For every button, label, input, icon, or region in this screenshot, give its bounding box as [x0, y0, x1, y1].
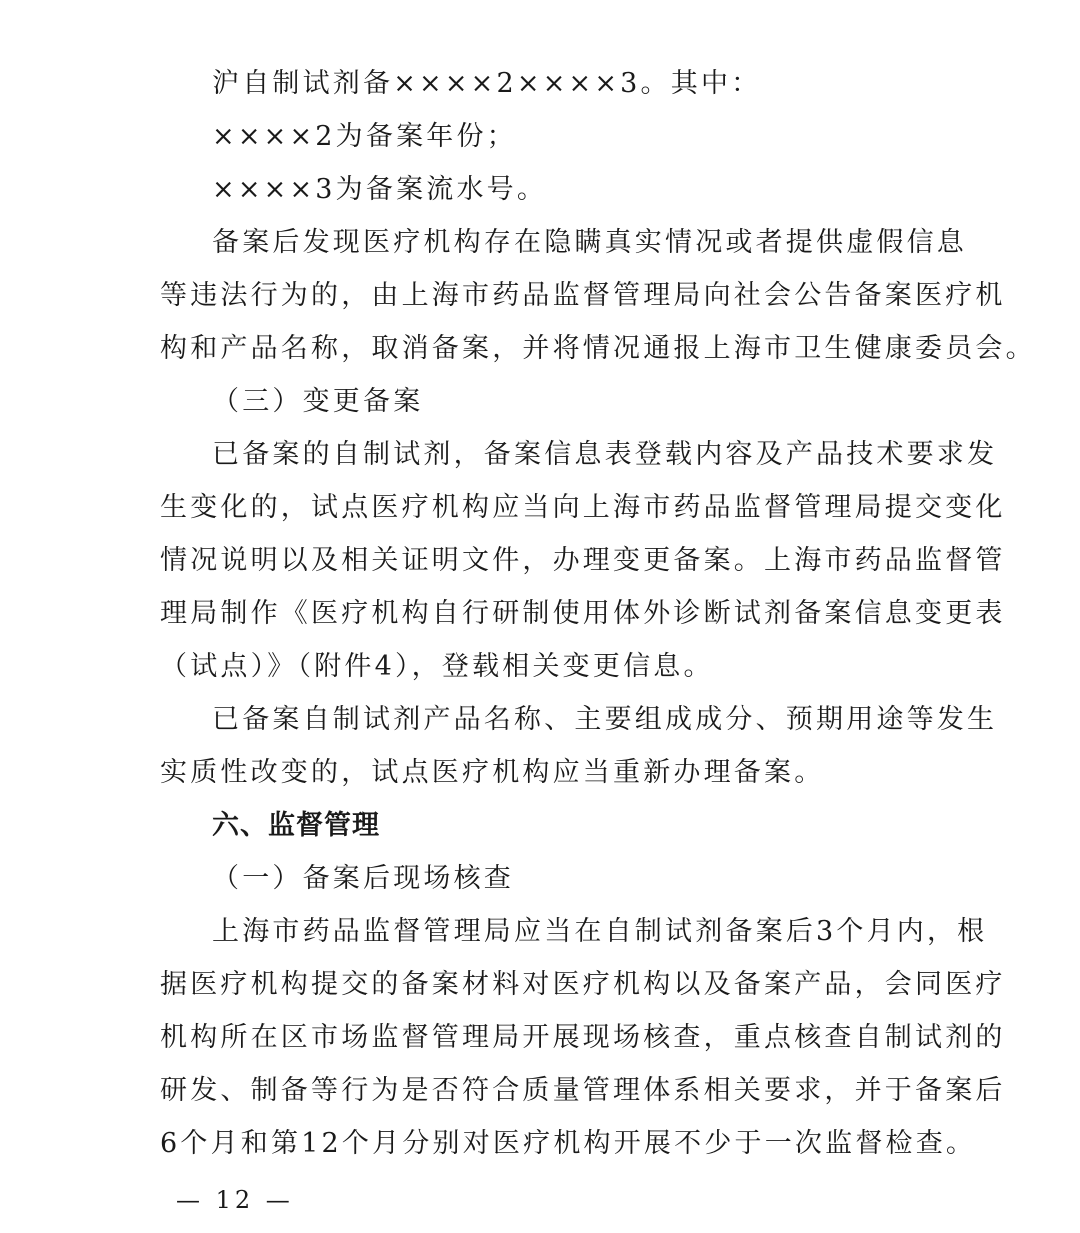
paragraph-line-5: 等违法行为的，由上海市药品监督管理局向社会公告备案医疗机 [160, 280, 1006, 311]
paragraph-line-11: 理局制作《医疗机构自行研制使用体外诊断试剂备案信息变更表 [160, 598, 1006, 629]
paragraph-line-21: 6个月和第12个月分别对医疗机构开展不少于一次监督检查。 [160, 1128, 977, 1159]
section-heading-change-record: （三）变更备案 [212, 386, 424, 417]
page-number: — 12 — [176, 1186, 294, 1214]
paragraph-line-20: 研发、制备等行为是否符合质量管理体系相关要求，并于备案后 [160, 1075, 1006, 1106]
chapter-heading-supervision: 六、监督管理 [212, 810, 380, 841]
paragraph-line-12: （试点）》（附件4），登载相关变更信息。 [160, 651, 714, 682]
paragraph-line-13: 已备案自制试剂产品名称、主要组成成分、预期用途等发生 [212, 704, 998, 735]
paragraph-line-18: 据医疗机构提交的备案材料对医疗机构以及备案产品，会同医疗 [160, 969, 1006, 1000]
text-line-2: ××××2为备案年份； [212, 121, 517, 152]
paragraph-line-8: 已备案的自制试剂，备案信息表登载内容及产品技术要求发 [212, 439, 998, 470]
text-line-3: ××××3为备案流水号。 [212, 174, 548, 205]
paragraph-line-19: 机构所在区市场监督管理局开展现场核查，重点核查自制试剂的 [160, 1022, 1006, 1053]
paragraph-line-6: 构和产品名称，取消备案，并将情况通报上海市卫生健康委员会。 [160, 333, 1036, 364]
paragraph-line-9: 生变化的，试点医疗机构应当向上海市药品监督管理局提交变化 [160, 492, 1006, 523]
paragraph-line-17: 上海市药品监督管理局应当在自制试剂备案后3个月内，根 [212, 916, 988, 947]
paragraph-line-14: 实质性改变的，试点医疗机构应当重新办理备案。 [160, 757, 825, 788]
paragraph-line-4: 备案后发现医疗机构存在隐瞒真实情况或者提供虚假信息 [212, 227, 967, 258]
text-line-1: 沪自制试剂备××××2××××3。其中： [212, 68, 762, 99]
paragraph-line-10: 情况说明以及相关证明文件，办理变更备案。上海市药品监督管 [160, 545, 1006, 576]
section-heading-onsite-check: （一）备案后现场核查 [212, 863, 514, 894]
